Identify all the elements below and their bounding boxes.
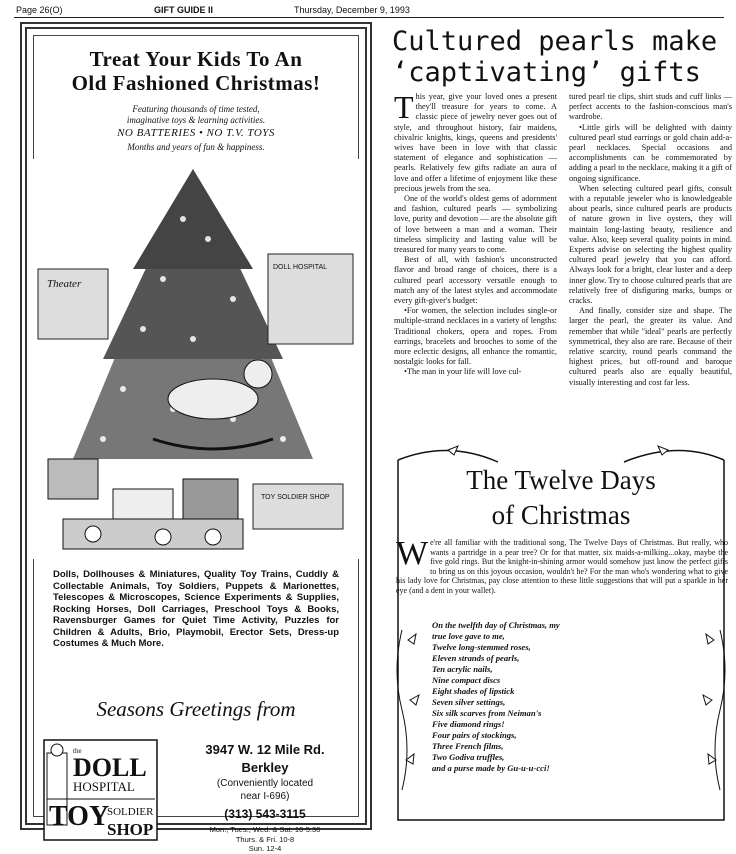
pearls-paragraph: And finally, consider size and shape. The larger the pearl, the greater its value. And remember that while "ideal" pearls are perfectly symmetrical, they also are rare. Because of their relative scarcity, round pearls command the highest prices, but off-round and baroque cultured pearls also are equally beautiful, visually interesting and cost far less. [569, 306, 732, 387]
city: Berkley [241, 760, 289, 775]
poem-line: Three French films, [432, 741, 504, 751]
soldier-shop-sign: TOY SOLDIER SHOP [261, 494, 330, 501]
ad-sub-line1: Featuring thousands of time tested, [132, 104, 260, 114]
ad-months-line: Months and years of fun & happiness. [127, 142, 265, 152]
pearls-paragraph: •The man in your life will love cul- [404, 367, 522, 377]
section-name: GIFT GUIDE II [154, 5, 214, 15]
pearls-paragraph: Best of all, with fashion's unconstructed flavor and broad range of choices, there is a cultured pearl accessory versatile enough to match any of the latest styles and accommodate every gift-giver's budget: [394, 255, 557, 306]
ad-sub-line2: imaginative toys & learning activities. [126, 115, 266, 125]
twelve-days-title-2: of Christmas [491, 500, 631, 530]
ad-headline-line2: Old Fashioned Christmas! [71, 71, 321, 95]
pearls-paragraph: •For women, the selection includes single-or multiple-strand necklaces in a variety of lengths: Traditional chokers, opera and ropes. From earrings, bracelets and brooches to some of the more eclectic designs, all enhance the romantic, nostalgic looks for fall. [394, 306, 557, 367]
pearls-column-1: This year, give your loved ones a present they'll treasure for years to come. A classic piece of jewelry never goes out of style, and throughout history, fair maidens, chivalric knights, kings, queens and presidents' wives have been in love with that classic statement of elegance and sophistication — pearls. Relatively few gifts radiate an aura of love and offer a lifetime of enjoyment like these precious jewels from the sea. One of the world's oldest gems of adornment and fashion, cultured pearls — symbolizing love, purity and devotion — are the absolute gift of love between a man and a woman. Their timeless simplicity and lasting value will be treasured for many years to come. Best of all, with fashion's unconstructed flavor and broad range of choices, there is a cultured pearl accessory versatile enough to match any of the latest styles and accommodate every gift-giver's budget: •For women, the selection includes single-or multiple-strand necklaces in a variety of lengths: Traditional chokers, opera and ropes. From earrings, bracelets and brooches to some of the more eclectic designs, all enhance the romantic, nostalgic looks for fall. •The man in your life will love cul- [394, 89, 557, 377]
page-number: Page 26(O) [16, 5, 63, 15]
theater-sign: Theater [47, 278, 82, 290]
pearls-paragraph: •Little girls will be delighted with dainty cultured pearl stud earrings or gold chain add-a-pearl necklaces. Special occasions and accomplishments can be commemorated by adding a pearl to the necklace, making it a gift of ongoing significance. [569, 122, 732, 183]
poem-line: Two Godiva truffles, [432, 752, 505, 762]
twelve-dropcap: W [396, 535, 429, 572]
pearls-paragraph: One of the world's oldest gems of adornment and fashion, cultured pearls — symbolizing love, purity and devotion — are the absolute gift of love between a man and a woman. Their timeless simplicity and lasting value will be treasured for many years to come. [394, 194, 557, 255]
street-address: 3947 W. 12 Mile Rd. [205, 742, 325, 757]
phone-number: (313) 543-3115 [224, 807, 306, 821]
ad-no-batteries: NO BATTERIES • NO T.V. TOYS [117, 127, 275, 139]
issue-date: Thursday, December 9, 1993 [294, 5, 410, 15]
poem-line: Five diamond rings! [432, 719, 505, 729]
location-note-2: near I-696) [240, 791, 290, 802]
poem-line: Twelve long-stemmed roses, [432, 642, 531, 652]
poem-line: Ten acrylic nails, [432, 664, 493, 674]
poem-line: Four pairs of stockings, [432, 730, 517, 740]
pearls-column-2 [569, 92, 732, 422]
poem-line: On the twelfth day of Christmas, my [432, 620, 560, 630]
svg-text:the: the [73, 747, 82, 755]
twelve-days-poem [432, 620, 692, 774]
pearls-headline [392, 26, 732, 88]
poem-line: true love gave to me, [432, 631, 505, 641]
svg-text:SHOP: SHOP [107, 820, 154, 839]
pearls-dropcap: T [394, 89, 414, 125]
christmas-tree-illustration [33, 159, 359, 559]
store-hours: Mon., Tues., Wed. & Sat. 10-5:30 Thurs. & Fri. 10-8 Sun. 12-4 [209, 825, 321, 853]
svg-text:SOLDIER: SOLDIER [107, 806, 154, 818]
poem-line: Six silk scarves from Neiman's [432, 708, 542, 718]
ad-product-list: Dolls, Dollhouses & Miniatures, Quality Toy Trains, Cuddly & Collectable Animals, Toy Soldiers, Puppets & Marionettes, Telescopes & Microscopes, Science Experiments & Supplies, Rocking Horses, Doll Carriages, Preschool Toys & Books, Ravensburger Games for Quiet Time Activity, Puzzles for Children & Adults, Brio, Playmobil, Erector Sets, Dress-up Costumes & Much More. [53, 569, 339, 649]
location-note-1: (Conveniently located [216, 778, 314, 789]
pearls-paragraph: tured pearl tie clips, shirt studs and cuff links — perfect accents to the fashion-conscious man's wardrobe. [569, 92, 732, 122]
store-address [177, 741, 353, 854]
doll-hospital-ad [20, 22, 372, 853]
ad-headline [27, 47, 365, 95]
hospital-sign: DOLL HOSPITAL [273, 264, 328, 271]
svg-text:DOLL: DOLL [73, 753, 147, 782]
logo-graphic [43, 739, 158, 841]
pearls-paragraph: When selecting cultured pearl gifts, consult with a reputable jeweler who is knowledgeable about pearls, since cultured pearls are products of nature grown in live oysters, they will maintain long-lasting beauty, resilience and value. Also, keep several quality points in mind. Experts advise on selecting the highest quality cultured pearl jewelry that you can afford. Always look for a bright, clear luster and a deep inner glow. Try to choose cultured pearls that are relatively free of disfiguring marks, bumps or cracks. [569, 183, 732, 306]
seasons-greetings: Seasons Greetings from [96, 697, 296, 721]
poem-line: Seven silver settings, [432, 697, 506, 707]
tree-drawing [33, 159, 359, 559]
ad-headline-line1: Treat Your Kids To An [89, 47, 303, 71]
pearls-headline-line1: Cultured pearls make [392, 26, 718, 57]
doll-hospital-logo [43, 739, 158, 841]
poem-line: Nine compact discs [432, 675, 501, 685]
twelve-days-box [388, 440, 734, 832]
page-masthead [14, 4, 724, 18]
poem-line: Eleven strands of pearls, [432, 653, 520, 663]
pearls-article-body [394, 89, 732, 422]
twelve-days-title-1: The Twelve Days [466, 465, 656, 495]
svg-text:TOY: TOY [49, 801, 110, 832]
poem-line: Eight shades of lipstick [432, 686, 515, 696]
poem-line: and a purse made by Gu-u-u-cci! [432, 763, 550, 773]
twelve-days-intro: We're all familiar with the traditional song, The Twelve Days of Christmas. But really, who wants a partridge in a pear tree? Or for that matter, six maids-a-milking...okay, maybe the five gold rings. But the knight-in-shining armor would somehow just know the perfect gifts to bring us on this joyous occasion, wouldn't he? For the man who's wondering what to give his lady love for Christmas, pay close attention to these little suggestions that will put a sparkle in her eye (and a dent in your wallet). [396, 535, 728, 595]
ad-subheadline [47, 104, 345, 126]
svg-text:HOSPITAL: HOSPITAL [73, 779, 135, 794]
pearls-headline-line2: ‘captivating’ gifts [392, 57, 701, 88]
